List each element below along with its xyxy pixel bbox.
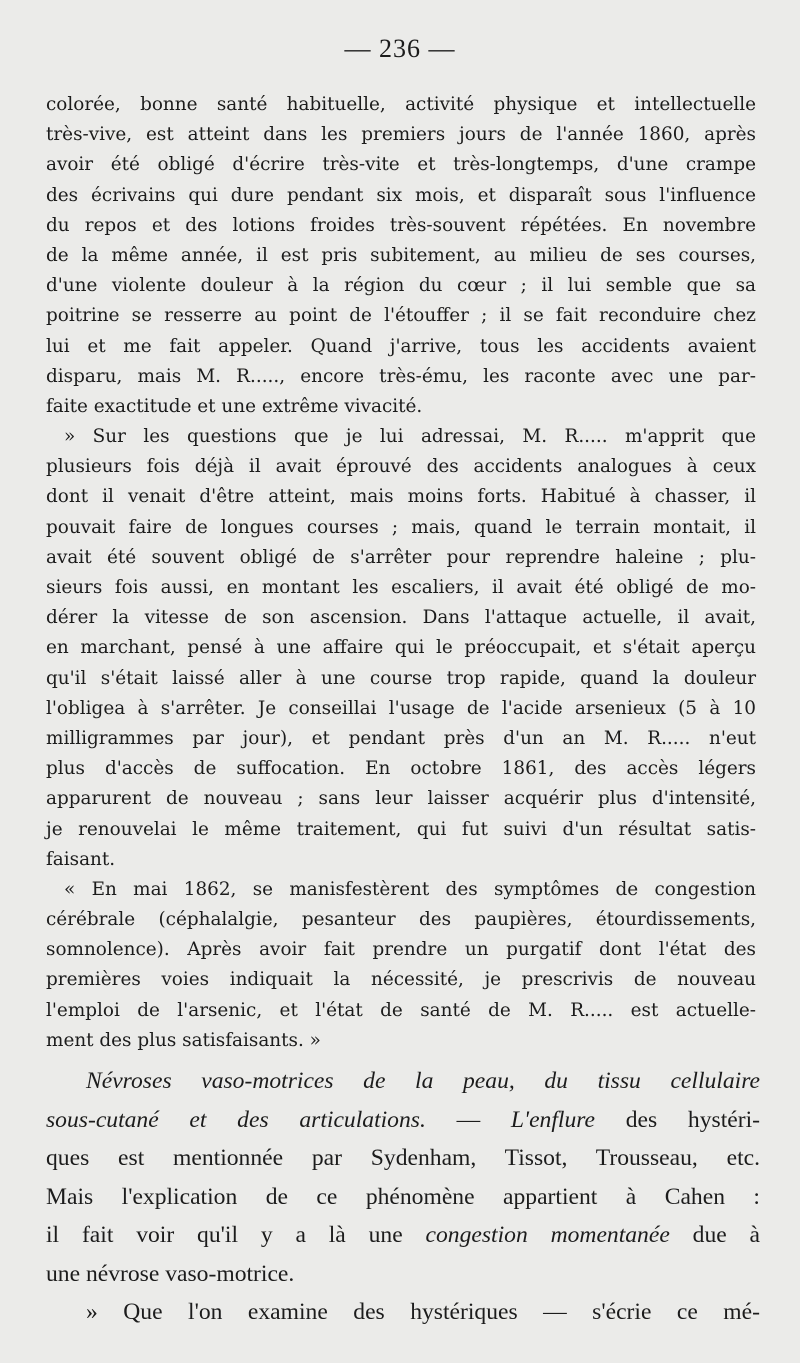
text-line: l'obligea à s'arrêter. Je conseillai l'usage de l'acide arsenieux (5 à 10 <box>46 697 756 719</box>
text-line: sieurs fois aussi, en montant les escaliers, il avait été obligé de mo- <box>46 577 756 598</box>
text-line: pouvait faire de longues courses ; mais, quand le terrain montait, il <box>46 516 756 538</box>
text-line: dérer la vitesse de son ascension. Dans l'attaque actuelle, il avait, <box>46 607 756 629</box>
text-line: cérébrale (céphalalgie, pesanteur des paupières, étourdissements, <box>46 909 756 931</box>
text-line: dont il venait d'être atteint, mais moins forts. Habitué à chasser, il <box>46 486 756 508</box>
text-line: lui et me fait appeler. Quand j'arrive, tous les accidents avaient <box>46 335 756 357</box>
text-line: je renouvelai le même traitement, qui fut suivi d'un résultat satis- <box>46 818 756 840</box>
case-report <box>46 90 756 1056</box>
text-line: plusieurs fois déjà il avait éprouvé des accidents analogues à ceux <box>46 456 756 478</box>
paragraph-1 <box>46 90 756 422</box>
page-number: — 236 — <box>344 34 456 63</box>
text-line: en marchant, pensé à une affaire qui le préoccupait, et s'était aperçu <box>46 637 756 659</box>
text-line: d'une violente douleur à la région du cœur ; il lui semble que sa <box>46 275 756 297</box>
emphasis-congestion: congestion momentanée <box>425 1222 670 1248</box>
text-line: avoir été obligé d'écrire très-vite et très-longtemps, d'une crampe <box>46 154 756 176</box>
text-line: premières voies indiquait la nécessité, je prescrivis de nouveau <box>46 969 756 991</box>
text-line: somnolence). Après avoir fait prendre un purgatif dont l'état des <box>46 939 756 961</box>
text-line: du repos et des lotions froides très-souvent répétées. En novembre <box>46 214 756 236</box>
text-line: « En mai 1862, se manisfestèrent des symptômes de congestion <box>64 878 756 900</box>
section-heading-line <box>46 1062 760 1101</box>
text-line: très-vive, est atteint dans les premiers jours de l'année 1860, après <box>46 124 756 146</box>
text-line: ques est mentionnée par Sydenham, Tissot, Trousseau, etc. <box>46 1145 760 1171</box>
section-heading-italic: sous-cutané et des articulations. <box>46 1106 426 1133</box>
paragraph-3 <box>46 875 756 1056</box>
text-run: des hystéri- <box>595 1106 761 1133</box>
paragraph-2 <box>46 422 756 875</box>
section-text <box>46 1062 760 1332</box>
text-line: milligrammes par jour), et pendant près d'un an M. R..... n'eut <box>46 727 756 749</box>
text-line: apparurent de nouveau ; sans leur laisser acquérir plus d'intensité, <box>46 788 756 810</box>
text-line: faisant. <box>46 848 116 870</box>
text-line: une névrose vaso-motrice. <box>46 1260 295 1287</box>
section-heading-italic: Névroses vaso-motrices de la peau, du tissu cellulaire <box>86 1068 760 1094</box>
text-line <box>46 1216 760 1255</box>
text-line: plus d'accès de suffocation. En octobre 1861, des accès légers <box>46 758 756 780</box>
text-line: faite exactitude et une extrême vivacité. <box>46 395 423 417</box>
text-run: due à <box>669 1222 761 1248</box>
text-line: ment des plus satisfaisants. » <box>46 1029 321 1051</box>
text-line: poitrine se resserre au point de l'étouffer ; il se fait reconduire chez <box>46 305 756 327</box>
text-run: il fait voir qu'il y a là une <box>46 1222 426 1248</box>
text-line: Mais l'explication de ce phénomène appartient à Cahen : <box>46 1183 760 1210</box>
em-dash: — <box>425 1106 511 1133</box>
text-line: l'emploi de l'arsenic, et l'état de santé de M. R..... est actuelle- <box>46 999 756 1021</box>
text-line: colorée, bonne santé habituelle, activité physique et intellectuelle <box>46 94 756 115</box>
text-line: » Sur les questions que je lui adressai, M. R..... m'apprit que <box>64 426 756 448</box>
section-heading-line <box>46 1101 760 1140</box>
text-line: disparu, mais M. R....., encore très-ému, les raconte avec une par- <box>46 365 756 387</box>
text-line: avait été souvent obligé de s'arrêter pour reprendre haleine ; plu- <box>46 546 756 568</box>
text-line: des écrivains qui dure pendant six mois, et disparaît sous l'influence <box>46 184 756 206</box>
emphasis-enflure: L'enflure <box>510 1106 596 1133</box>
text-line: qu'il s'était laissé aller à une course trop rapide, quand la douleur <box>46 667 756 689</box>
text-line: » Que l'on examine des hystériques — s'écrie ce mé- <box>86 1299 760 1325</box>
text-line: de la même année, il est pris subitement, au milieu de ses courses, <box>46 244 756 266</box>
